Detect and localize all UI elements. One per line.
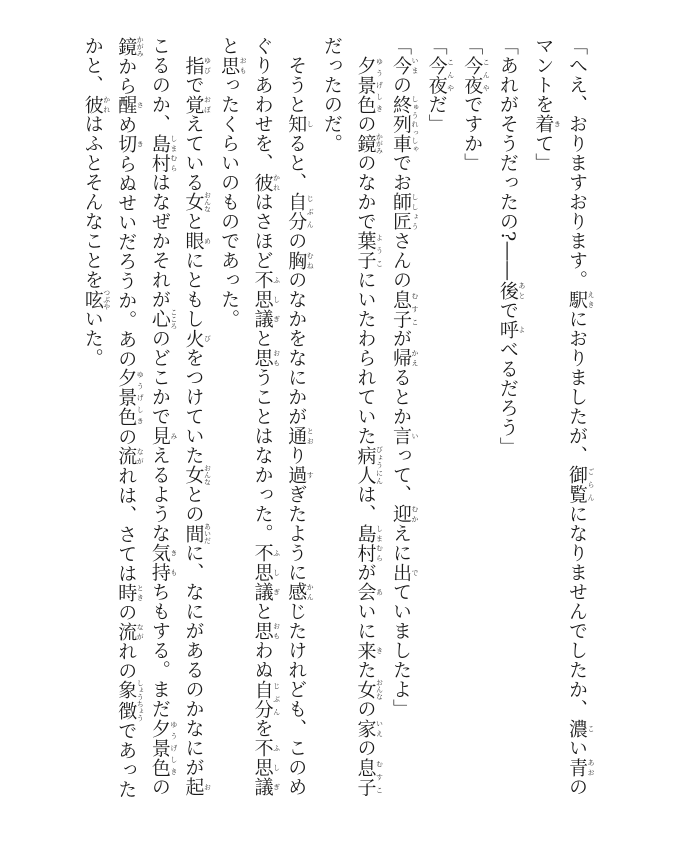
ruby-base: 御覧 xyxy=(566,465,588,504)
ruby-base: 夕景色 xyxy=(115,368,138,427)
ruby-reading: こんや xyxy=(446,55,455,95)
ruby-reading: こ xyxy=(587,718,595,738)
ruby-base: 彼 xyxy=(251,172,274,192)
text-run: におりましたが、 xyxy=(566,309,588,465)
ruby-base: 今 xyxy=(390,55,413,75)
text-run: で xyxy=(496,300,519,320)
text-run: て」 xyxy=(532,133,555,173)
text-run: の xyxy=(354,738,377,758)
ruby-base: 指 xyxy=(182,55,205,75)
text-run: だったのだ。 xyxy=(320,36,343,153)
ruby-word xyxy=(354,678,384,700)
ruby-word xyxy=(182,522,212,544)
ruby-base: 思 xyxy=(251,621,274,641)
paragraph xyxy=(75,36,211,806)
ruby-base: 言 xyxy=(390,426,413,446)
ruby-base: 夕景色 xyxy=(148,718,171,777)
ruby-word xyxy=(115,36,145,57)
vertical-text-body xyxy=(75,36,595,806)
ruby-base: 鏡 xyxy=(354,132,377,154)
text-run: ぎたように xyxy=(285,484,308,582)
ruby-base: 息子 xyxy=(390,289,413,329)
ruby-reading: き xyxy=(553,114,562,134)
ruby-reading: あと xyxy=(517,280,526,301)
text-run: ですか」 xyxy=(461,94,484,173)
ruby-word xyxy=(115,582,145,603)
ruby-base: 醒 xyxy=(115,95,138,115)
text-run: た xyxy=(354,660,377,680)
ruby-base: 知 xyxy=(285,114,308,134)
ruby-base: 眼 xyxy=(182,231,205,251)
ruby-word xyxy=(251,738,281,797)
text-run: の xyxy=(115,602,138,622)
text-run: そうと xyxy=(285,55,308,114)
ruby-reading: かがみ xyxy=(136,36,145,57)
text-run: を xyxy=(251,718,274,738)
ruby-word xyxy=(532,114,562,134)
ruby-reading: おぼ xyxy=(203,94,212,114)
ruby-base: 起 xyxy=(182,777,205,797)
ruby-word xyxy=(251,348,281,368)
ruby-word xyxy=(354,718,384,739)
ruby-reading: とお xyxy=(306,426,315,446)
paragraph xyxy=(455,36,491,806)
ruby-reading: す xyxy=(306,465,315,485)
ruby-word xyxy=(251,270,281,329)
paragraph xyxy=(211,36,314,806)
ruby-reading: きも xyxy=(169,543,178,582)
ruby-word xyxy=(285,114,315,134)
ruby-word xyxy=(566,289,595,310)
text-run: ていましたよ」 xyxy=(390,582,413,719)
ruby-reading: み xyxy=(169,426,178,446)
ruby-word xyxy=(390,504,420,524)
ruby-reading: び xyxy=(203,328,212,348)
text-run: になりませんでしたか、 xyxy=(566,504,588,719)
paragraph xyxy=(383,36,419,806)
ruby-reading: ゆうげしき xyxy=(169,718,178,777)
paragraph xyxy=(419,36,455,806)
ruby-base: 濃 xyxy=(566,718,588,738)
ruby-word xyxy=(496,280,526,301)
text-run: をつけていた xyxy=(182,348,205,465)
ruby-reading: かれ xyxy=(102,94,111,114)
ruby-base: 間 xyxy=(182,522,205,544)
ruby-word xyxy=(354,757,384,797)
ruby-base: 象徴 xyxy=(115,679,138,722)
text-run: って、 xyxy=(390,445,413,504)
text-run: のマントを xyxy=(532,36,588,797)
ruby-base: 彼 xyxy=(81,94,104,114)
text-run: ったくらいのものであった。 xyxy=(218,75,241,329)
ruby-word xyxy=(390,192,420,231)
ruby-reading: おも xyxy=(272,621,281,641)
ruby-base: 帰 xyxy=(390,348,413,368)
text-run: から xyxy=(115,56,138,96)
ruby-word xyxy=(148,133,178,173)
ruby-word xyxy=(218,55,248,76)
ruby-word xyxy=(251,172,281,193)
ruby-reading: ごらん xyxy=(587,465,595,504)
ruby-reading: しょうちょう xyxy=(136,679,145,722)
ruby-base: 流 xyxy=(115,621,138,642)
ruby-base: 思 xyxy=(218,55,241,75)
text-run: と xyxy=(251,328,274,348)
ruby-word xyxy=(148,308,178,330)
ruby-base: 息子 xyxy=(354,757,377,797)
ruby-reading: ふしぎ xyxy=(272,543,281,602)
ruby-base: 師匠 xyxy=(390,192,413,231)
ruby-base: 呼 xyxy=(496,319,519,340)
text-run: と xyxy=(251,601,274,621)
ruby-base: 不思議 xyxy=(251,270,274,329)
ruby-base: 葉子 xyxy=(354,231,377,270)
text-run: の xyxy=(285,231,308,251)
text-run: れの xyxy=(115,641,138,681)
ruby-word xyxy=(354,640,384,661)
ruby-reading: ししょう xyxy=(411,192,420,231)
ruby-reading: こころ xyxy=(169,308,178,330)
ruby-word xyxy=(148,718,178,778)
ruby-reading: いま xyxy=(411,55,420,75)
ruby-word xyxy=(285,192,315,231)
text-run: ると、 xyxy=(285,133,308,192)
ruby-reading: しまむら xyxy=(375,523,384,563)
ruby-base: 女 xyxy=(182,464,205,486)
ruby-base: 時 xyxy=(115,582,138,603)
text-run: えている xyxy=(182,114,205,192)
ruby-word xyxy=(115,134,145,154)
text-run: と xyxy=(218,36,241,56)
text-run: のなかで xyxy=(354,153,377,231)
ruby-base: 夕景色 xyxy=(354,55,377,114)
text-run: の xyxy=(354,114,377,134)
ruby-word xyxy=(182,191,212,213)
ruby-word xyxy=(354,231,384,270)
text-run: のなかをなにかが xyxy=(285,270,308,426)
ruby-word xyxy=(285,426,315,446)
text-run: り xyxy=(285,445,308,465)
ruby-reading: なが xyxy=(136,621,145,642)
ruby-reading: えき xyxy=(587,289,595,309)
ruby-base: 島村 xyxy=(148,133,171,173)
ruby-base: 女 xyxy=(182,191,205,213)
ruby-base: 心 xyxy=(148,308,171,330)
ruby-word xyxy=(182,464,212,486)
ruby-word xyxy=(182,55,212,76)
ruby-word xyxy=(390,289,420,329)
ruby-reading: かえ xyxy=(411,348,420,368)
ruby-reading: おんな xyxy=(203,464,212,486)
text-run: ちもする。まだ xyxy=(148,582,171,719)
ruby-reading: びょうにん xyxy=(375,445,384,485)
ruby-reading: ゆうげしき xyxy=(136,368,145,427)
text-run: いに xyxy=(354,601,377,641)
ruby-reading: むね xyxy=(306,250,315,270)
ruby-word xyxy=(354,55,384,115)
text-run: 「 xyxy=(425,36,448,56)
text-run: うことはなかった。 xyxy=(251,367,274,543)
paragraph xyxy=(490,36,526,806)
ruby-word xyxy=(354,582,384,602)
ruby-base: 来 xyxy=(354,640,377,660)
ruby-base: 切 xyxy=(115,134,138,154)
ruby-reading: ようこ xyxy=(375,231,384,270)
ruby-base: 女 xyxy=(354,678,377,700)
ruby-word xyxy=(115,368,145,427)
text-run: の xyxy=(390,75,413,95)
ruby-reading: よ xyxy=(517,319,526,340)
text-run: わぬ xyxy=(251,640,274,680)
ruby-reading: しまむら xyxy=(169,133,178,173)
text-run: でお xyxy=(390,153,413,192)
ruby-base: 感 xyxy=(285,582,308,602)
text-run: が xyxy=(354,562,377,582)
ruby-reading: で xyxy=(411,562,420,582)
paragraph xyxy=(314,36,383,806)
text-run: で xyxy=(182,75,205,95)
text-run: いた。 xyxy=(81,309,104,368)
ruby-reading: ふしぎ xyxy=(272,270,281,329)
ruby-word xyxy=(81,288,111,310)
text-run: と xyxy=(182,211,205,231)
ruby-base: 鏡 xyxy=(115,36,138,57)
ruby-word xyxy=(182,328,212,349)
ruby-reading: とき xyxy=(136,582,145,603)
ruby-base: 今夜 xyxy=(461,55,484,95)
ruby-reading: じぶん xyxy=(272,679,281,719)
ruby-word xyxy=(182,94,212,115)
ruby-base: 流 xyxy=(115,446,138,466)
ruby-base: 胸 xyxy=(285,250,308,270)
ruby-base: 不思議 xyxy=(251,738,274,797)
text-run: こるのか、 xyxy=(148,36,171,134)
ruby-reading: おんな xyxy=(375,678,384,700)
text-run: にいたわられていた xyxy=(354,270,377,446)
ruby-word xyxy=(251,621,281,641)
ruby-reading: あお xyxy=(587,757,595,777)
text-run: べるだろう」 xyxy=(496,339,519,457)
ruby-base: 見 xyxy=(148,426,171,446)
ruby-reading: かん xyxy=(306,582,315,602)
ruby-word xyxy=(461,55,491,95)
text-run: め xyxy=(115,114,138,135)
ruby-reading: あいだ xyxy=(203,522,212,544)
text-run: 「 xyxy=(390,36,413,56)
text-run: らぬせいだろうか。あの xyxy=(115,153,138,369)
paragraph xyxy=(526,36,595,806)
ruby-base: 家 xyxy=(354,718,377,738)
ruby-word xyxy=(354,132,384,154)
text-run: 「へえ、おりますおります。 xyxy=(566,36,588,290)
ruby-word xyxy=(115,679,145,722)
text-run: じたけれども、このめぐりあわせを、 xyxy=(251,36,308,797)
text-run: 「あれがそうだったの?―― xyxy=(496,36,519,281)
ruby-reading: き xyxy=(375,640,384,660)
text-run: えに xyxy=(390,523,413,563)
ruby-base: 覚 xyxy=(182,94,205,114)
ruby-reading: ゆび xyxy=(203,55,212,75)
text-run: だ」 xyxy=(425,94,448,134)
ruby-word xyxy=(354,445,384,485)
text-run: はふとそんなことを xyxy=(81,114,104,290)
ruby-base: 終列車 xyxy=(390,94,413,153)
ruby-word xyxy=(148,426,178,446)
ruby-base: 過 xyxy=(285,465,308,485)
ruby-reading: かがみ xyxy=(375,132,384,154)
ruby-word xyxy=(81,94,111,115)
text-run: れは、さては xyxy=(115,465,138,583)
ruby-word xyxy=(390,348,420,368)
ruby-reading: むか xyxy=(411,504,420,524)
ruby-reading: おも xyxy=(272,348,281,368)
ruby-word xyxy=(251,679,281,719)
ruby-word xyxy=(566,757,595,778)
ruby-reading: こんや xyxy=(482,55,491,95)
ruby-word xyxy=(285,250,315,271)
ruby-reading: むすこ xyxy=(375,757,384,797)
ruby-reading: し xyxy=(306,114,315,134)
ruby-word xyxy=(390,55,420,76)
text-run: の xyxy=(354,699,377,719)
ruby-word xyxy=(390,426,420,446)
ruby-word xyxy=(115,95,145,115)
ruby-base: 着 xyxy=(532,114,555,134)
text-run: はなぜかそれが xyxy=(148,172,171,309)
text-run: は、 xyxy=(354,484,377,524)
ruby-reading: かれ xyxy=(272,172,281,192)
ruby-reading: ゆうげしき xyxy=(375,55,384,114)
ruby-reading: あ xyxy=(375,582,384,602)
text-run: との xyxy=(182,484,205,524)
ruby-reading: め xyxy=(203,231,212,251)
ruby-word xyxy=(566,718,595,739)
ruby-reading: さ xyxy=(136,95,145,115)
ruby-word xyxy=(390,562,420,583)
text-run: にともし xyxy=(182,250,205,329)
ruby-reading: じぶん xyxy=(306,192,315,231)
ruby-word xyxy=(182,777,212,797)
ruby-reading: いえ xyxy=(375,718,384,738)
ruby-reading: おんな xyxy=(203,191,212,213)
ruby-base: 思 xyxy=(251,348,274,368)
ruby-word xyxy=(251,543,281,602)
ruby-base: 青 xyxy=(566,757,588,777)
ruby-word xyxy=(182,231,212,251)
text-run: に、なにがあるのかなにが xyxy=(182,543,205,777)
ruby-reading: い xyxy=(411,426,420,446)
ruby-word xyxy=(285,582,315,602)
text-run: さんの xyxy=(390,231,413,290)
ruby-word xyxy=(115,446,145,466)
text-run: い xyxy=(566,738,588,758)
ruby-base: 火 xyxy=(182,328,205,348)
ruby-reading: おも xyxy=(239,55,248,75)
ruby-base: 後 xyxy=(496,280,519,301)
ruby-word xyxy=(566,465,595,504)
ruby-reading: き xyxy=(136,134,145,154)
ruby-word xyxy=(285,465,315,485)
text-run: の xyxy=(148,777,171,797)
ruby-word xyxy=(496,319,526,340)
ruby-reading: ふしぎ xyxy=(272,738,281,797)
ruby-base: 自分 xyxy=(251,679,274,719)
ruby-reading: むすこ xyxy=(411,289,420,329)
ruby-base: 会 xyxy=(354,582,377,602)
ruby-reading: なが xyxy=(136,446,145,466)
ruby-base: 病人 xyxy=(354,445,377,485)
ruby-reading: つぶや xyxy=(102,288,111,310)
ruby-base: 駅 xyxy=(566,289,588,309)
ruby-base: 通 xyxy=(285,426,308,446)
ruby-base: 呟 xyxy=(81,288,104,310)
ruby-base: 不思議 xyxy=(251,543,274,602)
text-run: の xyxy=(115,426,138,447)
text-run: 「 xyxy=(461,36,484,56)
ruby-word xyxy=(390,94,420,154)
ruby-reading: お xyxy=(203,777,212,797)
text-run: えるような xyxy=(148,445,171,543)
text-run: のどこかで xyxy=(148,328,171,426)
ruby-word xyxy=(148,543,178,582)
ruby-base: 迎 xyxy=(390,504,413,524)
ruby-base: 出 xyxy=(390,562,413,582)
ruby-word xyxy=(354,523,384,563)
ruby-word xyxy=(425,55,455,95)
ruby-base: 島村 xyxy=(354,523,377,563)
ruby-reading: しゅうれっしゃ xyxy=(411,94,420,153)
text-run: はさほど xyxy=(251,192,274,270)
ruby-base: 気持 xyxy=(148,543,171,582)
ruby-word xyxy=(115,621,145,642)
text-run: が xyxy=(390,328,413,348)
ruby-base: 自分 xyxy=(285,192,308,231)
ruby-base: 今夜 xyxy=(425,55,448,95)
text-run: であったかと、 xyxy=(81,36,138,799)
text-run: るとか xyxy=(390,367,413,426)
